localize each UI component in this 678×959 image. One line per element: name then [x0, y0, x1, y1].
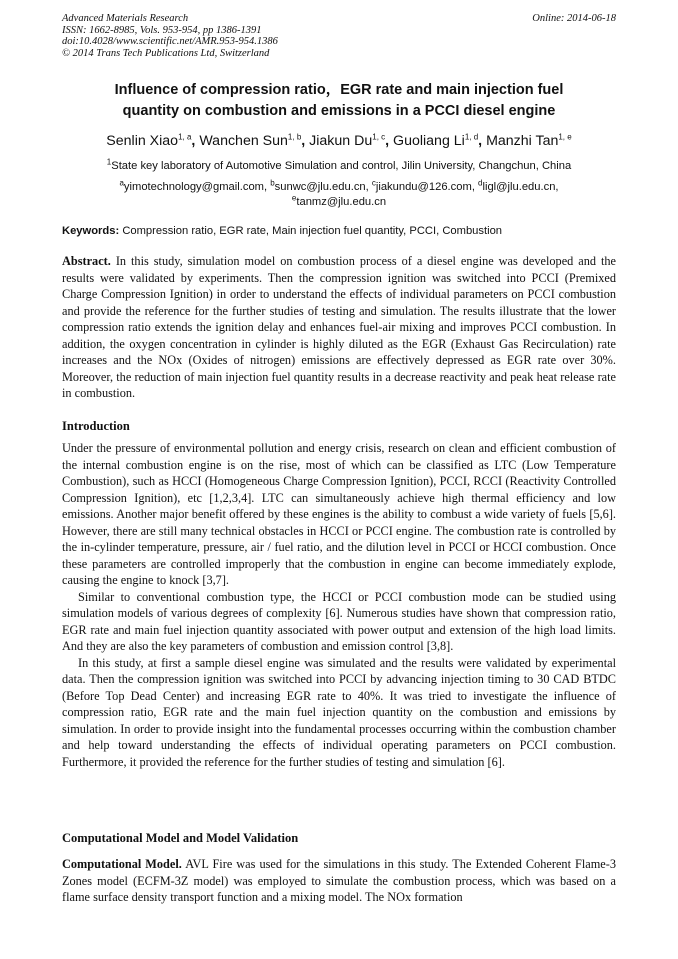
issn-line: ISSN: 1662-8985, Vols. 953-954, pp 1386-1391: [62, 24, 262, 36]
affiliation-sup: 1: [106, 157, 112, 167]
author-name: Jiakun Du: [309, 133, 373, 149]
copyright-line: © 2014 Trans Tech Publications Ltd, Switzerland: [62, 47, 270, 59]
author-name: Manzhi Tan: [486, 133, 559, 149]
author-name: Senlin Xiao: [106, 133, 179, 149]
author-sup: 1, e: [558, 132, 572, 142]
online-date: Online: 2014-06-18: [532, 13, 616, 24]
email-address: jiakundu@126.com: [375, 181, 472, 193]
email-sup: e: [291, 193, 297, 203]
keywords: [62, 225, 616, 237]
email-list: $^a$yimotechnology@gmail.com, $^b$sunwc@jlu.edu.cn, $^c$jiakundu@126.com, $^d$ligl@jlu.edu.cn, $^e$tanmz@jlu.edu.cn: [119, 178, 559, 208]
affiliation-text: State key laboratory of Automotive Simulation and control, Jilin University, Changchun, China: [111, 160, 572, 172]
computational-sublabel: Computational Model.: [62, 857, 182, 871]
paper-title: [62, 80, 616, 122]
introduction-heading: Introduction: [62, 419, 130, 433]
abstract: [62, 253, 616, 402]
title-line-2: quantity on combustion and emissions in a PCCI diesel engine: [122, 103, 556, 119]
computational-heading: Computational Model and Model Validation: [62, 831, 299, 845]
journal-header: [62, 13, 616, 59]
intro-paragraph-3: In this study, at first a sample diesel engine was simulated and the results were validated by experimental data. Then the compression ignition was switched into PCCI by advancing injection timing to 30 CAD BTDC (Before Top Dead Center) and increasing EGR rate to 40%. It was tried to investigate the influence of compression ratio, EGR rate and the main fuel injection quantity on the combustion and emissions by simulation. In order to provide insight into the fundamental processes occurring within the combustion chamber and help toward understanding the effects of individual operating parameters on PCCI combustion. Furthermore, it provided the reference for the further studies of testing and simulation [6].: [62, 655, 616, 769]
intro-paragraph-2: Similar to conventional combustion type, the HCCI or PCCI combustion mode can be studied using simulation models of various degrees of complexity [6]. Numerous studies have shown that compression ratio, EGR rate and main fuel injection quantity associated with power output and extension of the high load limits. And they are also the key parameters of combustion and emission control [3,8].: [62, 589, 616, 653]
email-address: yimotechnology@gmail.com: [123, 181, 264, 193]
affiliation: [62, 157, 616, 172]
title-line-1: Influence of compression ratio，EGR rate and main injection fuel: [114, 82, 564, 98]
email-address: sunwc@jlu.edu.cn: [274, 181, 366, 193]
abstract-label: Abstract.: [62, 254, 111, 268]
computational-body: [62, 856, 616, 906]
author-sup: 1, a: [178, 132, 192, 142]
email-sup: b: [270, 178, 275, 188]
introduction-body: [62, 440, 616, 770]
author-sup: 1, b: [287, 132, 302, 142]
doi-line: doi:10.4028/www.scientific.net/AMR.953-954.1386: [62, 36, 278, 48]
author-name: Guoliang Li: [393, 133, 465, 149]
author-name: Wanchen Sun: [199, 133, 288, 149]
author-sup: 1, d: [464, 132, 479, 142]
email-sup: d: [478, 178, 483, 188]
email-sup: c: [371, 178, 376, 188]
abstract-text: In this study, simulation model on combustion process of a diesel engine was developed and the results were validated by experiments. Then the compression ignition was switched into PCCI (Premixed Charge Compression Ignition) in order to understand the effects of individual parameters on PCCI combustion and provide the reference for the further studies of testing and simulation. The results illustrate that the lower compression ratio extends the ignition delay and enhances fuel-air mixing and improves PCCI combustion. In addition, the oxygen concentration in cylinder is highly diluted as the EGR (Exhaust Gas Recirculation) rate increases and the NOx (Oxides of nitrogen) emissions are effectively depressed as EGR rate over 30%. Moreover, the reduction of main injection fuel quantity results in a decrease reactivity and peak heat release rate in combustion.: [62, 254, 616, 400]
author-sup: 1, c: [372, 132, 386, 142]
email-sup: a: [119, 178, 124, 188]
journal-name: Advanced Materials Research: [62, 13, 189, 24]
computational-text: AVL Fire was used for the simulations in this study. The Extended Coherent Flame-3 Zones model (ECFM-3Z model) was employed to simulate the combustion process, which was based on a flame surface density transport function and a mixing model. The NOx formation: [62, 857, 616, 904]
intro-paragraph-1: Under the pressure of environmental pollution and energy crisis, research on clean and efficient combustion of the internal combustion engine is on the rise, most of which can be classified as LTC (Low Temperature Combustion), such as HCCI (Homogeneous Charge Compression Ignition), PCCI, RCCI (Reactivity Controlled Compression Ignition), etc [1,2,3,4]. LTC can simultaneously achieve high thermal efficiency and low emissions. Another major benefit offered by these engines is the ability to combust a wide variety of fuels [5,6]. However, there are still many technical obstacles in HCCI or PCCI engine. The combustion rate is controlled by the in-cylinder temperature, pressure, air / fuel ratio, and the dilution level in PCCI or HCCI combustion. Once these parameters are controlled improperly that the combustion in engine can become immediately explode, causing the engine to knock [3,7].: [62, 441, 616, 587]
keywords-text: Compression ratio, EGR rate, Main injection fuel quantity, PCCI, Combustion: [122, 225, 503, 237]
keywords-label: Keywords:: [62, 225, 120, 237]
author-list: Senlin Xiao$^{1, a}$, Wanchen Sun$^{1, b}$, Jiakun Du$^{1, c}$, Guoliang Li$^{1, d}$, Manzhi Tan$^{1, e}$: [106, 132, 572, 149]
email-address: tanmz@jlu.edu.cn: [296, 196, 387, 208]
email-address: ligl@jlu.edu.cn: [482, 181, 556, 193]
